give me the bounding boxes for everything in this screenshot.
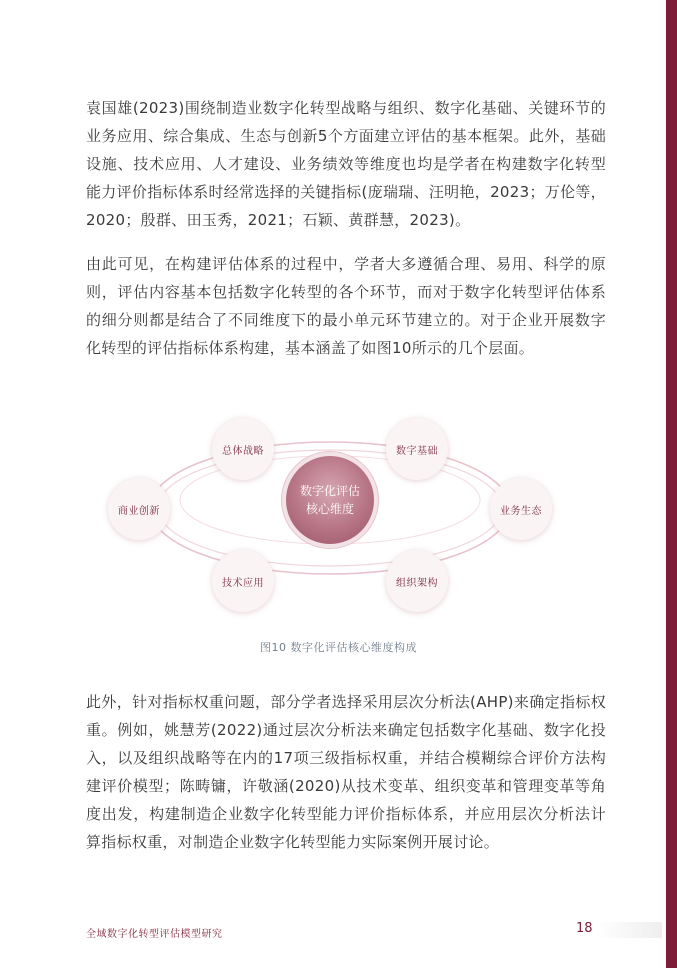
- paragraph-3: 此外，针对指标权重问题，部分学者选择采用层次分析法(AHP)来确定指标权重。例如，姚慧芳(2022)通过层次分析法来确定包括数字化基础、数字化投入，以及组织战略等在内的17项三级指标权重，并结合模糊综合评价方法构建评价模型；陈畴镛，许敬涵(2020)从技术变革、组织变革和管理变革等角度出发，构建制造企业数字化转型能力评价指标体系，并应用层次分析法计算指标权重，对制造企业数字化转型能力实际案例开展讨论。: [86, 693, 606, 851]
- page-number-shade: [596, 922, 662, 938]
- node-org-structure: 组织架构: [386, 550, 448, 612]
- node-tech-application: 技术应用: [212, 550, 274, 612]
- node-digital-foundation: 数字基础: [386, 418, 448, 480]
- figure-caption: 图10 数字化评估核心维度构成: [260, 641, 417, 654]
- core-label-line2: 核心维度: [305, 502, 354, 516]
- core-label-line1: 数字化评估: [299, 484, 360, 498]
- node-overall-strategy: 总体战略: [212, 418, 274, 480]
- paragraph-1: 袁国雄(2023)围绕制造业数字化转型战略与组织、数字化基础、关键环节的业务应用、综合集成、生态与创新5个方面建立评估的基本框架。此外，基础设施、技术应用、人才建设、业务绩效等维度也均是学者在构建数字化转型能力评价指标体系时经常选择的关键指标(庞瑞瑞、汪明艳，2023；万伦等，2020；殷群、田玉秀，2021；石颖、黄群慧，2023)。: [86, 99, 606, 229]
- footer-report-title: 全域数字化转型评估模型研究: [86, 929, 223, 940]
- page-number: 18: [576, 921, 593, 936]
- node-business-innovation: 商业创新: [108, 478, 170, 540]
- node-business-ecosystem: 业务生态: [490, 478, 552, 540]
- paragraph-2: 由此可见，在构建评估体系的过程中，学者大多遵循合理、易用、科学的原则，评估内容基本包括数字化转型的各个环节，而对于数字化转型评估体系的细分则都是结合了不同维度下的最小单元环节建立的。对于企业开展数字化转型的评估指标体系构建，基本涵盖了如图10所示的几个层面。: [86, 255, 606, 357]
- right-edge-bar: [666, 0, 677, 968]
- core-dimension-circle: [286, 456, 374, 544]
- figure-10-diagram: [100, 408, 560, 618]
